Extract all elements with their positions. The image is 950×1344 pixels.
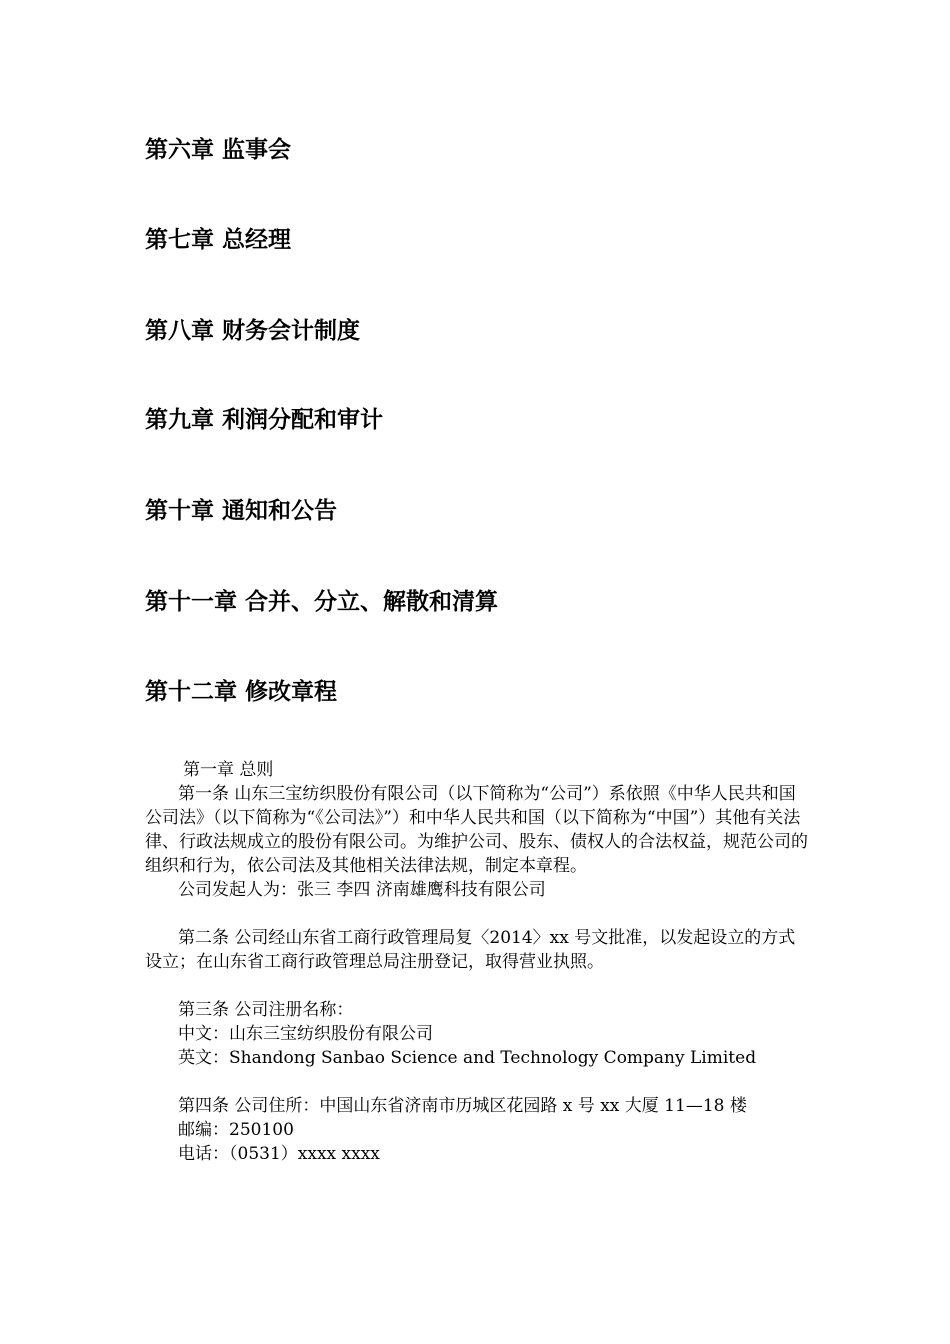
toc-chapter-7: 第七章 总经理 bbox=[145, 227, 292, 253]
article-4: 第四条 公司住所：中国山东省济南市历城区花园路 x 号 xx 大厦 11—18 楼 bbox=[178, 1096, 747, 1116]
article-2: 第二条 公司经山东省工商行政管理局复〈2014〉xx 号文批准，以发起设立的方式设立；在山东省工商行政管理总局注册登记，取得营业执照。 bbox=[145, 928, 796, 972]
toc-chapter-9: 第九章 利润分配和审计 bbox=[145, 407, 384, 433]
chapter-1-title: 第一章 总则 bbox=[183, 760, 274, 780]
company-name-chinese: 中文：山东三宝纺织股份有限公司 bbox=[178, 1024, 433, 1044]
founders-line: 公司发起人为：张三 李四 济南雄鹰科技有限公司 bbox=[178, 880, 546, 900]
phone-line: 电话：（0531）xxxx xxxx bbox=[178, 1144, 380, 1164]
toc-chapter-8: 第八章 财务会计制度 bbox=[145, 318, 361, 344]
article-3-title: 第三条 公司注册名称： bbox=[178, 1000, 354, 1020]
charter-body bbox=[145, 758, 810, 1166]
toc-chapter-12: 第十二章 修改章程 bbox=[145, 679, 338, 705]
company-name-english: 英文：Shandong Sanbao Science and Technology Company Limited bbox=[178, 1048, 757, 1068]
toc-chapter-10: 第十章 通知和公告 bbox=[145, 498, 338, 524]
article-1: 第一条 山东三宝纺织股份有限公司（以下简称为“公司”）系依照《中华人民共和国公司法》（以下简称为“《公司法》”）和中华人民共和国（以下简称为“中国”）其他有关法律、行政法规成立的股份有限公司。为维护公司、股东、债权人的合法权益，规范公司的组织和行为，依公司法及其他相关法律法规，制定本章程。 bbox=[145, 784, 808, 876]
toc-chapter-11: 第十一章 合并、分立、解散和清算 bbox=[145, 589, 499, 615]
toc-chapter-6: 第六章 监事会 bbox=[145, 137, 292, 163]
postcode-line: 邮编：250100 bbox=[178, 1120, 294, 1140]
